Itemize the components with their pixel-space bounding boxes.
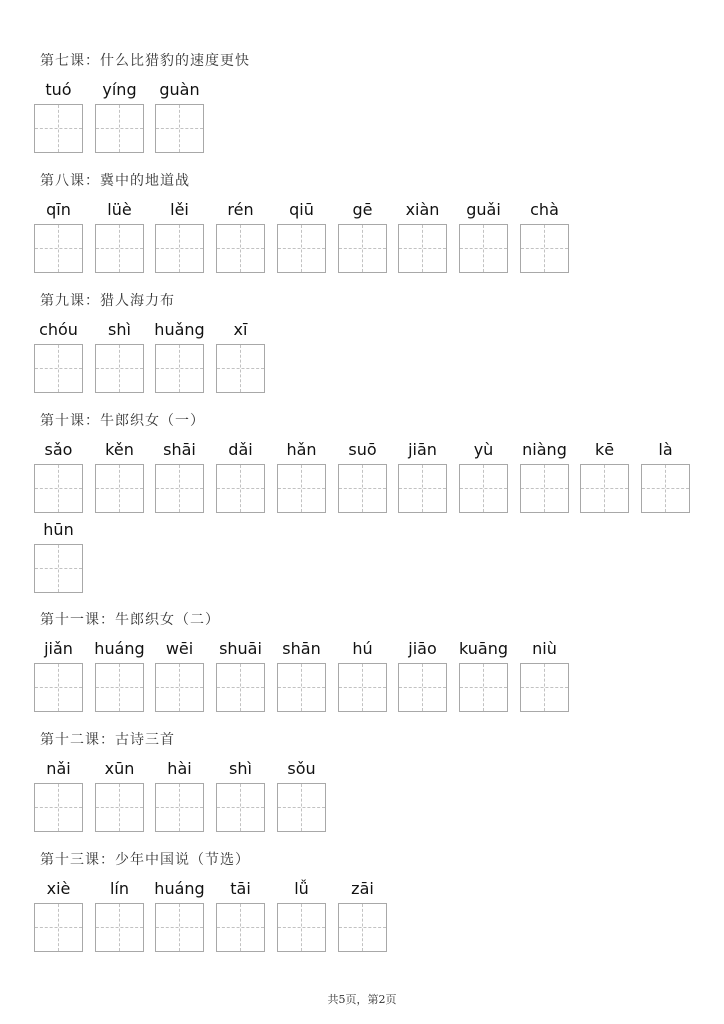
pinyin-label: lěi <box>170 200 189 219</box>
pinyin-label: kěn <box>105 440 134 459</box>
pinyin-label: là <box>658 440 673 459</box>
pinyin-label: shì <box>229 759 252 778</box>
tianzige-writing-box[interactable] <box>95 783 144 832</box>
tianzige-writing-box[interactable] <box>641 464 690 513</box>
tianzige-writing-box[interactable] <box>155 104 204 153</box>
tianzige-writing-box[interactable] <box>277 783 326 832</box>
lesson-title: 第八课：冀中的地道战 <box>40 173 190 189</box>
tianzige-writing-box[interactable] <box>277 903 326 952</box>
tianzige-writing-box[interactable] <box>155 783 204 832</box>
tianzige-writing-box[interactable] <box>277 663 326 712</box>
lesson-title: 第十二课：古诗三首 <box>40 732 175 748</box>
lesson-title: 第九课：猎人海力布 <box>40 293 175 309</box>
pinyin-label: hài <box>167 759 192 778</box>
pinyin-label: shāi <box>163 440 196 459</box>
tianzige-writing-box[interactable] <box>277 464 326 513</box>
tianzige-writing-box[interactable] <box>520 663 569 712</box>
tianzige-writing-box[interactable] <box>216 783 265 832</box>
pinyin-label: lüè <box>107 200 132 219</box>
pinyin-label: niù <box>532 639 557 658</box>
tianzige-writing-box[interactable] <box>155 663 204 712</box>
page-footer: 共5页，第2页 <box>327 993 397 1006</box>
pinyin-label: huǎng <box>154 320 205 339</box>
tianzige-writing-box[interactable] <box>338 464 387 513</box>
pinyin-label: wēi <box>165 639 194 658</box>
pinyin-label: shì <box>108 320 131 339</box>
lesson-title: 第七课：什么比猎豹的速度更快 <box>40 53 250 69</box>
tianzige-writing-box[interactable] <box>277 224 326 273</box>
tianzige-writing-box[interactable] <box>338 224 387 273</box>
tianzige-writing-box[interactable] <box>95 464 144 513</box>
pinyin-label: kē <box>594 440 615 459</box>
lesson-title: 第十一课：牛郎织女（二） <box>40 612 220 628</box>
pinyin-label: jiān <box>408 440 437 459</box>
pinyin-label: gē <box>352 200 373 219</box>
pinyin-label: qīn <box>46 200 71 219</box>
pinyin-label: huáng <box>94 639 145 658</box>
pinyin-label: tuó <box>45 80 72 99</box>
pinyin-label: yíng <box>102 80 137 99</box>
pinyin-label: xiè <box>46 879 71 898</box>
pinyin-label: chà <box>530 200 559 219</box>
tianzige-writing-box[interactable] <box>34 783 83 832</box>
tianzige-writing-box[interactable] <box>216 224 265 273</box>
pinyin-label: xūn <box>104 759 135 778</box>
pinyin-label: hǎn <box>286 440 317 459</box>
pinyin-label: dǎi <box>228 440 253 459</box>
tianzige-writing-box[interactable] <box>34 104 83 153</box>
pinyin-label: kuāng <box>458 639 508 658</box>
tianzige-writing-box[interactable] <box>95 663 144 712</box>
tianzige-writing-box[interactable] <box>398 224 447 273</box>
pinyin-label: jiǎn <box>44 639 73 658</box>
pinyin-label: niàng <box>522 440 567 459</box>
tianzige-writing-box[interactable] <box>34 344 83 393</box>
tianzige-writing-box[interactable] <box>34 464 83 513</box>
tianzige-writing-box[interactable] <box>34 663 83 712</box>
pinyin-label: lín <box>109 879 130 898</box>
pinyin-label: shān <box>282 639 321 658</box>
tianzige-writing-box[interactable] <box>155 224 204 273</box>
pinyin-label: sǎo <box>44 440 73 459</box>
tianzige-writing-box[interactable] <box>338 663 387 712</box>
tianzige-writing-box[interactable] <box>34 544 83 593</box>
tianzige-writing-box[interactable] <box>459 224 508 273</box>
tianzige-writing-box[interactable] <box>155 344 204 393</box>
pinyin-label: guàn <box>159 80 200 99</box>
tianzige-writing-box[interactable] <box>216 344 265 393</box>
tianzige-writing-box[interactable] <box>459 663 508 712</box>
lesson-title: 第十三课：少年中国说（节选） <box>40 852 250 868</box>
pinyin-label: xī <box>233 320 248 339</box>
pinyin-label: huáng <box>154 879 205 898</box>
tianzige-writing-box[interactable] <box>459 464 508 513</box>
tianzige-writing-box[interactable] <box>155 903 204 952</box>
tianzige-writing-box[interactable] <box>216 903 265 952</box>
pinyin-label: qiū <box>289 200 314 219</box>
pinyin-label: rén <box>227 200 254 219</box>
pinyin-label: jiāo <box>408 639 437 658</box>
pinyin-label: chóu <box>39 320 78 339</box>
tianzige-writing-box[interactable] <box>520 464 569 513</box>
tianzige-writing-box[interactable] <box>338 903 387 952</box>
pinyin-label: nǎi <box>46 759 71 778</box>
tianzige-writing-box[interactable] <box>34 224 83 273</box>
pinyin-label: suō <box>348 440 377 459</box>
pinyin-label: shuāi <box>219 639 262 658</box>
tianzige-writing-box[interactable] <box>95 344 144 393</box>
tianzige-writing-box[interactable] <box>95 903 144 952</box>
tianzige-writing-box[interactable] <box>155 464 204 513</box>
tianzige-writing-box[interactable] <box>520 224 569 273</box>
lesson-title: 第十课：牛郎织女（一） <box>40 413 205 429</box>
pinyin-label: zāi <box>351 879 374 898</box>
tianzige-writing-box[interactable] <box>580 464 629 513</box>
tianzige-writing-box[interactable] <box>398 464 447 513</box>
pinyin-label: hú <box>352 639 373 658</box>
pinyin-label: lǚ <box>294 879 309 898</box>
tianzige-writing-box[interactable] <box>216 663 265 712</box>
tianzige-writing-box[interactable] <box>398 663 447 712</box>
pinyin-label: tāi <box>230 879 251 898</box>
pinyin-label: guǎi <box>466 200 501 219</box>
pinyin-label: xiàn <box>405 200 440 219</box>
tianzige-writing-box[interactable] <box>216 464 265 513</box>
tianzige-writing-box[interactable] <box>95 224 144 273</box>
tianzige-writing-box[interactable] <box>34 903 83 952</box>
pinyin-label: sǒu <box>287 759 316 778</box>
tianzige-writing-box[interactable] <box>95 104 144 153</box>
pinyin-label: hūn <box>43 520 74 539</box>
pinyin-label: yù <box>473 440 494 459</box>
